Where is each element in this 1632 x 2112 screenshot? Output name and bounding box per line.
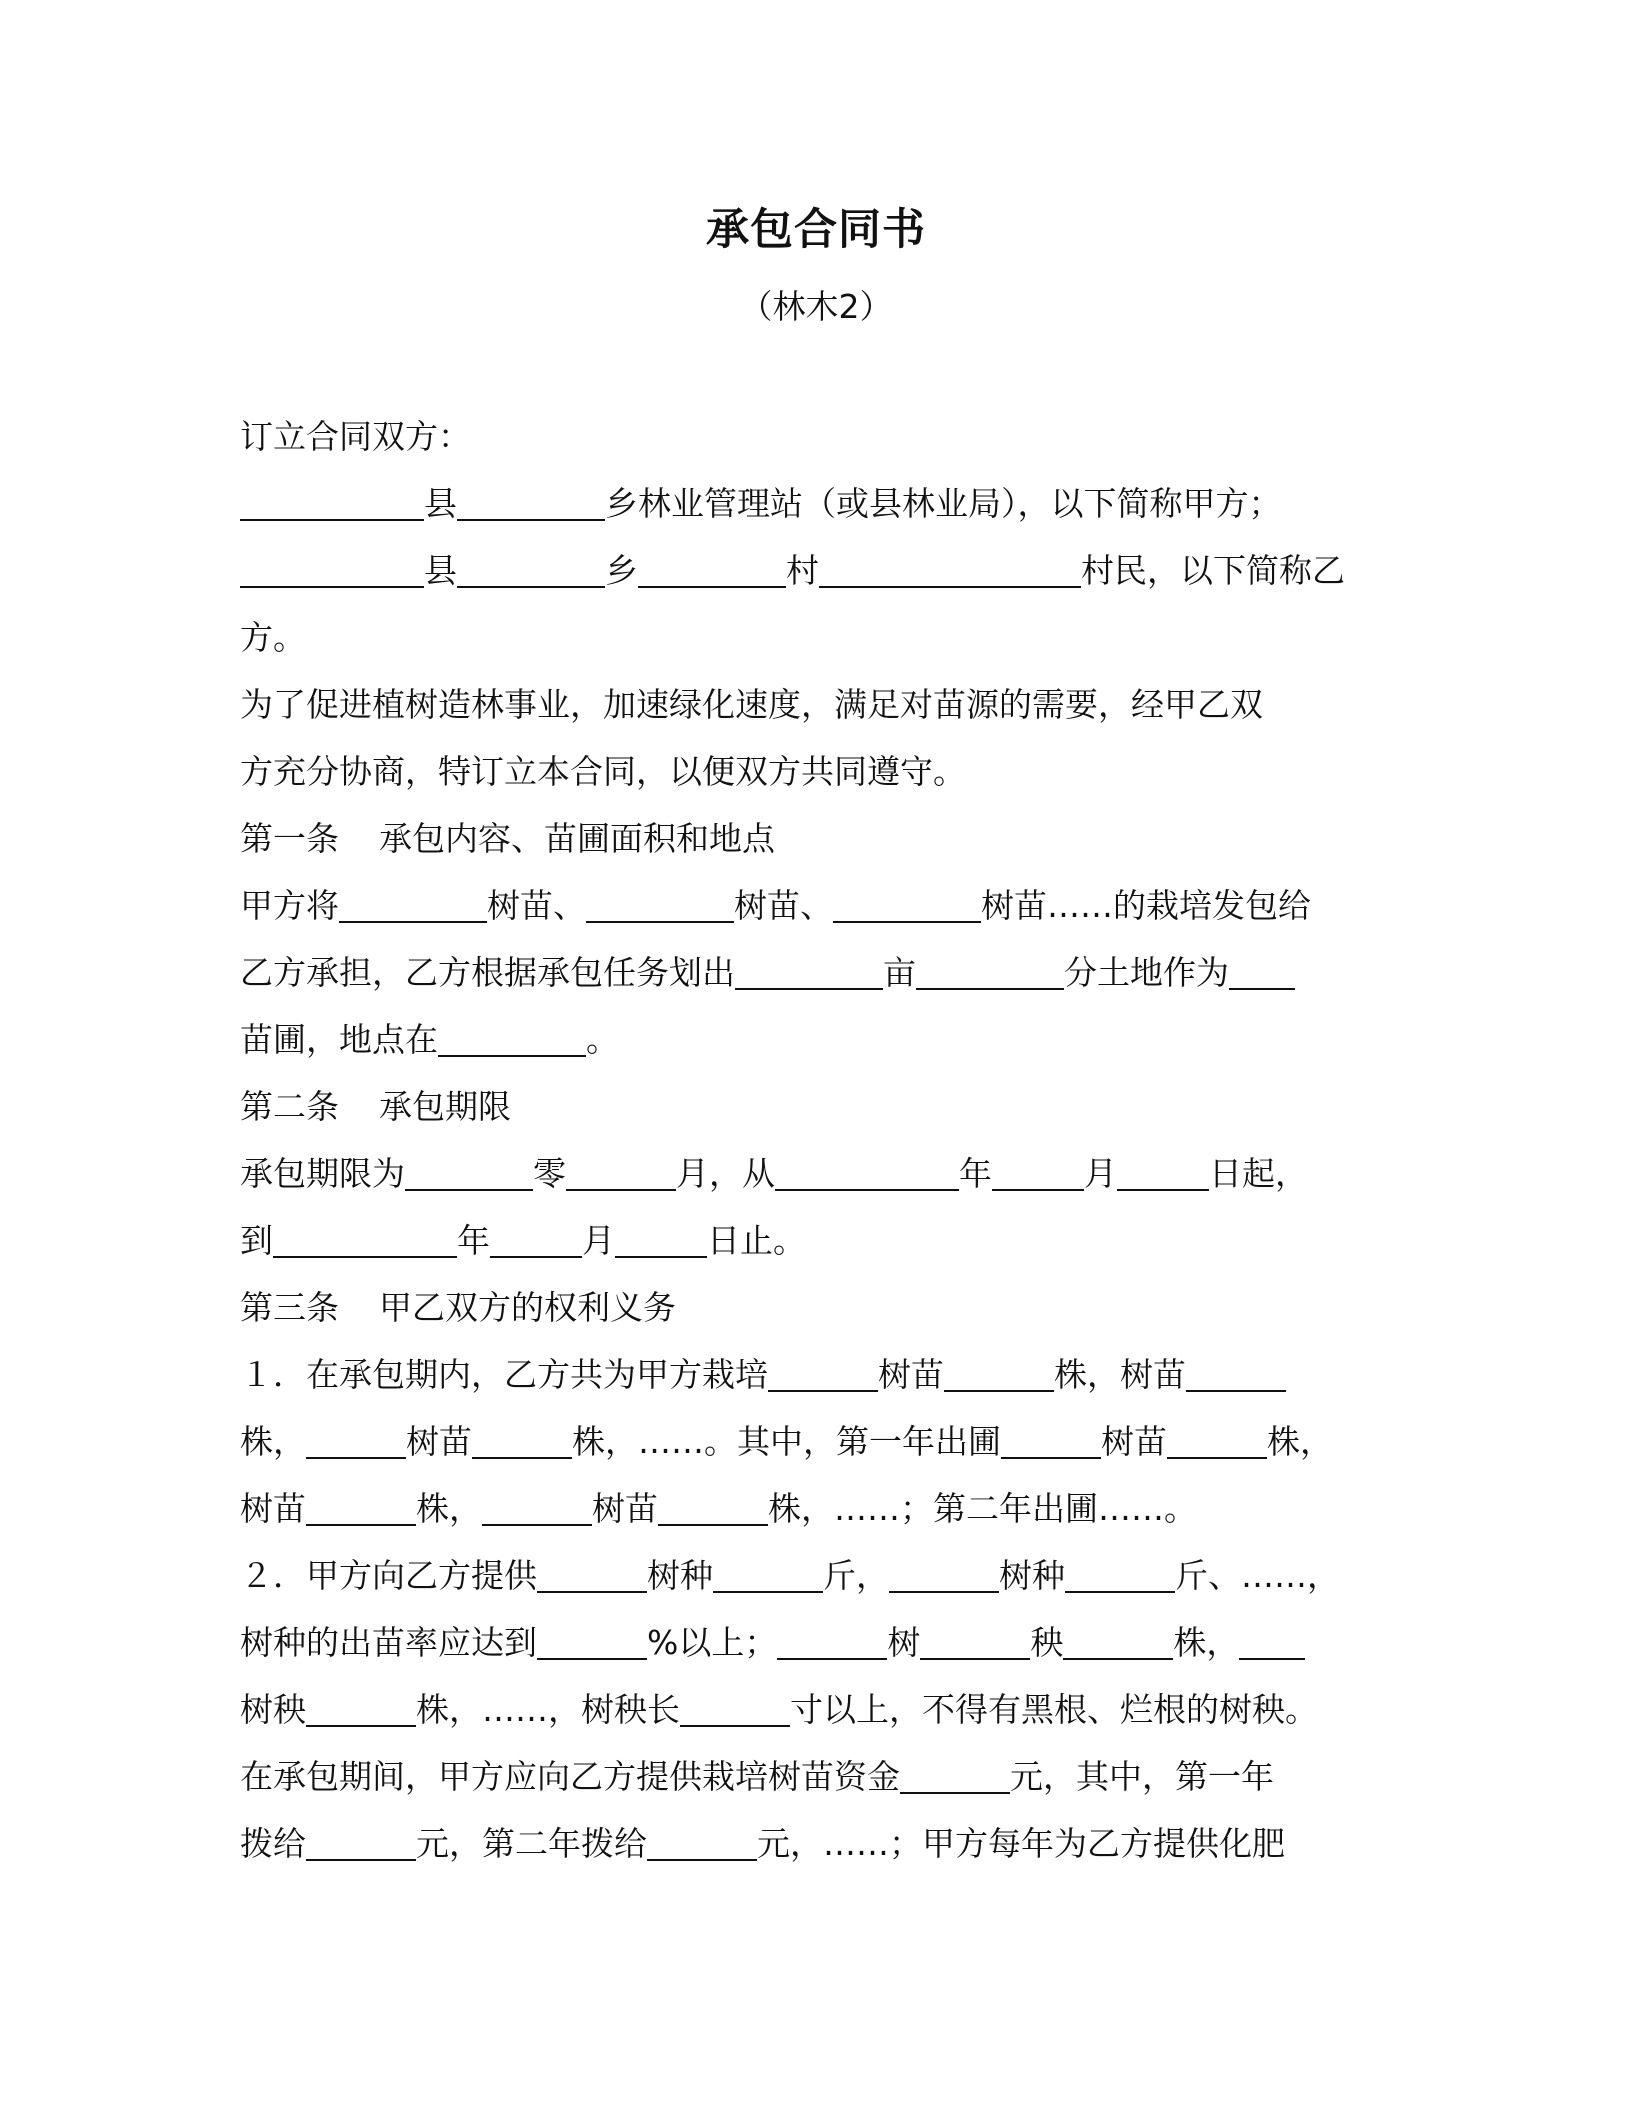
text-run: 承包期限为 — [240, 1154, 405, 1193]
text-run: 秧 — [1030, 1623, 1064, 1662]
fill-blank[interactable] — [457, 548, 605, 588]
text-run: 株， — [1173, 1623, 1240, 1662]
text-run: 树苗 — [1101, 1422, 1167, 1461]
text-run: 县 — [424, 484, 457, 523]
text-run: 月 — [582, 1221, 615, 1260]
fill-blank[interactable] — [482, 1486, 592, 1526]
fill-blank[interactable] — [647, 1821, 757, 1861]
article-heading — [240, 805, 1382, 872]
text-run: 年 — [457, 1221, 490, 1260]
text-run: 株， — [240, 1422, 306, 1461]
text-run: 日起， — [1209, 1154, 1308, 1193]
text-run: 树种 — [999, 1556, 1065, 1595]
text-run: 县 — [424, 551, 457, 590]
text-run: 株， — [1267, 1422, 1333, 1461]
text-run: 树 — [887, 1623, 921, 1662]
text-run: 分土地作为 — [1064, 953, 1229, 992]
fill-blank[interactable] — [1063, 1620, 1173, 1660]
text-run: ２．甲方向乙方提供 — [240, 1556, 537, 1595]
text-run: 树苗 — [406, 1422, 472, 1461]
text-run: 。 — [586, 1020, 619, 1059]
article-number: 第三条 — [240, 1288, 339, 1327]
fill-blank[interactable] — [457, 481, 605, 521]
text-run: 树种 — [647, 1556, 713, 1595]
fill-blank[interactable] — [490, 1218, 582, 1258]
text-run: 月 — [1084, 1154, 1117, 1193]
fill-blank[interactable] — [537, 1553, 647, 1593]
fill-blank[interactable] — [713, 1553, 823, 1593]
text-run: 村民，以下简称乙 — [1081, 551, 1345, 590]
fill-blank[interactable] — [306, 1486, 416, 1526]
document-body — [240, 403, 1382, 1877]
text-run: 村 — [786, 551, 819, 590]
fill-blank[interactable] — [768, 1352, 878, 1392]
text-run: 株，……。其中，第一年出圃 — [572, 1422, 1001, 1461]
text-run: 零 — [533, 1154, 566, 1193]
text-line — [240, 1475, 1382, 1542]
text-run: 树苗 — [592, 1489, 658, 1528]
fill-blank[interactable] — [586, 883, 734, 923]
fill-blank[interactable] — [240, 481, 424, 521]
fill-blank[interactable] — [658, 1486, 768, 1526]
fill-blank[interactable] — [777, 1620, 887, 1660]
text-line — [240, 1408, 1382, 1475]
text-run: 斤、……， — [1175, 1556, 1340, 1595]
fill-blank[interactable] — [306, 1821, 416, 1861]
article-number: 第一条 — [240, 819, 339, 858]
text-line — [240, 872, 1382, 939]
fill-blank[interactable] — [819, 548, 1081, 588]
text-run: 乡 — [605, 551, 638, 590]
text-run: 年 — [959, 1154, 992, 1193]
fill-blank[interactable] — [889, 1553, 999, 1593]
text-line — [240, 1676, 1382, 1743]
article-title: 甲乙双方的权利义务 — [379, 1288, 676, 1327]
text-run: １．在承包期内，乙方共为甲方栽培 — [240, 1355, 768, 1394]
text-run: 方充分协商，特订立本合同，以便双方共同遵守。 — [240, 752, 966, 791]
fill-blank[interactable] — [240, 548, 424, 588]
text-line — [240, 537, 1382, 604]
text-line — [240, 470, 1382, 537]
text-run: 株，树苗 — [1054, 1355, 1186, 1394]
article-heading — [240, 1274, 1382, 1341]
text-line — [240, 1341, 1382, 1408]
fill-blank[interactable] — [1001, 1419, 1101, 1459]
fill-blank[interactable] — [680, 1687, 790, 1727]
article-title: 承包期限 — [379, 1087, 511, 1126]
fill-blank[interactable] — [438, 1017, 586, 1057]
text-run: 元，……；甲方每年为乙方提供化肥 — [757, 1824, 1285, 1863]
document-subtitle: （林木2） — [739, 287, 893, 326]
text-line — [240, 1207, 1382, 1274]
fill-blank[interactable] — [735, 950, 883, 990]
text-run: 月，从 — [676, 1154, 775, 1193]
text-line — [240, 1609, 1382, 1676]
fill-blank[interactable] — [405, 1151, 533, 1191]
text-run: 亩 — [883, 953, 916, 992]
text-run: 乡林业管理站（或县林业局），以下简称甲方； — [605, 484, 1282, 523]
fill-blank[interactable] — [833, 883, 981, 923]
fill-blank[interactable] — [638, 548, 786, 588]
text-run: 苗圃，地点在 — [240, 1020, 438, 1059]
text-run: 拨给 — [240, 1824, 306, 1863]
fill-blank[interactable] — [273, 1218, 457, 1258]
text-run: 树苗、 — [487, 886, 586, 925]
fill-blank[interactable] — [566, 1151, 676, 1191]
text-line — [240, 403, 1382, 470]
text-run: 树苗 — [878, 1355, 944, 1394]
fill-blank[interactable] — [992, 1151, 1084, 1191]
text-run: 树种的出苗率应达到 — [240, 1623, 537, 1662]
text-line — [240, 1006, 1382, 1073]
fill-blank[interactable] — [339, 883, 487, 923]
text-line — [240, 1743, 1382, 1810]
text-run: 乙方承担，乙方根据承包任务划出 — [240, 953, 735, 992]
fill-blank[interactable] — [306, 1419, 406, 1459]
text-line — [240, 939, 1382, 1006]
text-run: 株，……，树秧长 — [416, 1690, 680, 1729]
text-run: 为了促进植树造林事业，加速绿化速度，满足对苗源的需要，经甲乙双 — [240, 685, 1263, 724]
text-run: 方。 — [240, 618, 306, 657]
text-run: 树苗、 — [734, 886, 833, 925]
text-run: 株，……；第二年出圃……。 — [768, 1489, 1197, 1528]
text-run: 株， — [416, 1489, 482, 1528]
text-line — [240, 671, 1382, 738]
fill-blank[interactable] — [1167, 1419, 1267, 1459]
text-run: 斤， — [823, 1556, 889, 1595]
text-line — [240, 1542, 1382, 1609]
fill-blank[interactable] — [472, 1419, 572, 1459]
text-run: 在承包期间，甲方应向乙方提供栽培树苗资金 — [240, 1757, 900, 1796]
article-number: 第二条 — [240, 1087, 339, 1126]
text-run: 寸以上，不得有黑根、烂根的树秧。 — [790, 1690, 1318, 1729]
text-run: 元，其中，第一年 — [1010, 1757, 1274, 1796]
text-run: 树苗……的栽培发包给 — [981, 886, 1311, 925]
text-run: 订立合同双方： — [240, 417, 471, 456]
text-run: 甲方将 — [240, 886, 339, 925]
fill-blank[interactable] — [537, 1620, 647, 1660]
text-line — [240, 738, 1382, 805]
text-run: 元，第二年拨给 — [416, 1824, 647, 1863]
fill-blank[interactable] — [1065, 1553, 1175, 1593]
text-run: 树秧 — [240, 1690, 306, 1729]
text-run: 到 — [240, 1221, 273, 1260]
fill-blank[interactable] — [944, 1352, 1054, 1392]
fill-blank[interactable] — [916, 950, 1064, 990]
text-run: %以上； — [647, 1623, 778, 1662]
article-heading — [240, 1073, 1382, 1140]
fill-blank[interactable] — [920, 1620, 1030, 1660]
text-line — [240, 604, 1382, 671]
fill-blank[interactable] — [615, 1218, 707, 1258]
fill-blank[interactable] — [1186, 1352, 1286, 1392]
fill-blank[interactable] — [775, 1151, 959, 1191]
text-run: 树苗 — [240, 1489, 306, 1528]
article-title: 承包内容、苗圃面积和地点 — [379, 819, 775, 858]
text-run: 日止。 — [707, 1221, 806, 1260]
fill-blank[interactable] — [1229, 950, 1295, 990]
fill-blank[interactable] — [1239, 1620, 1305, 1660]
fill-blank[interactable] — [306, 1687, 416, 1727]
document-title: 承包合同书 — [706, 205, 926, 255]
fill-blank[interactable] — [900, 1754, 1010, 1794]
fill-blank[interactable] — [1117, 1151, 1209, 1191]
text-line — [240, 1810, 1382, 1877]
text-line — [240, 1140, 1382, 1207]
